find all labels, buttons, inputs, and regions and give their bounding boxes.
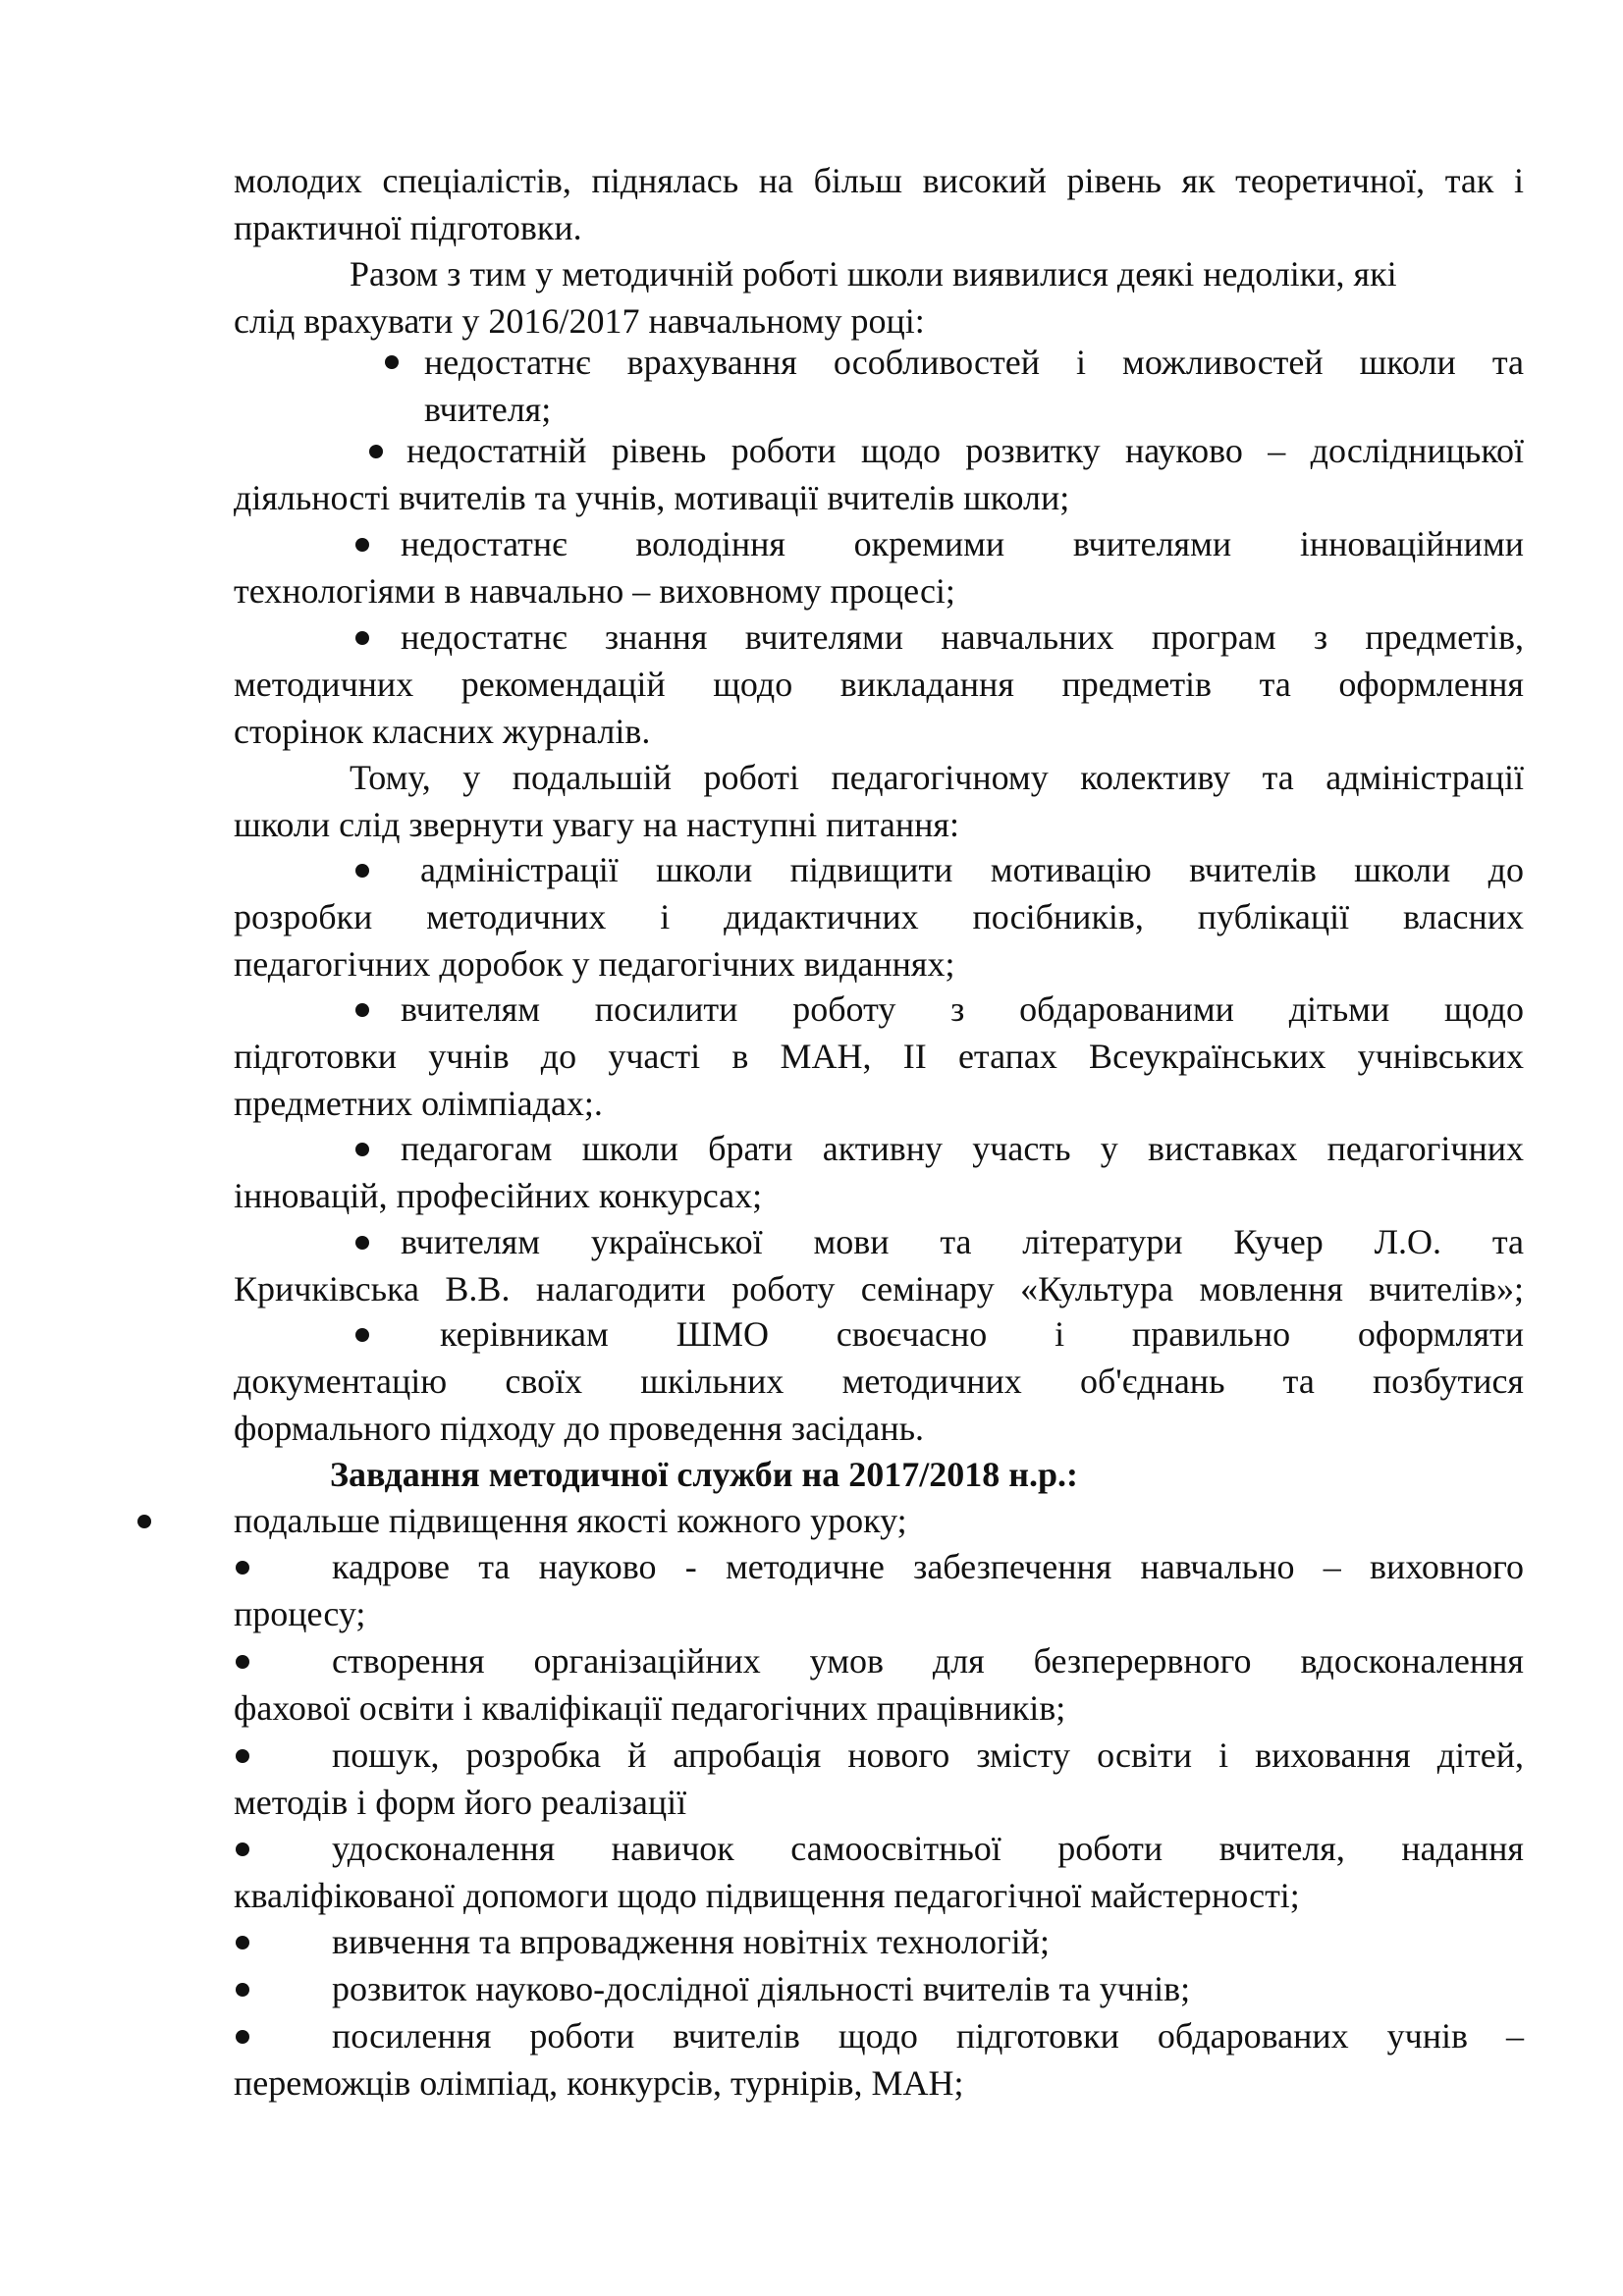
shortcomings-intro-line-2: слід врахувати у 2016/2017 навчальному році: <box>234 301 925 341</box>
tasks-heading: Завдання методичної служби на 2017/2018 н.р.: <box>330 1455 1078 1494</box>
recommendation-1-line-2: розробки методичних і дидактичних посібників, публікації власних <box>234 897 1524 936</box>
recommendation-1-line-3: педагогічних доробок у педагогічних виданнях; <box>234 944 955 984</box>
shortcoming-4-line-3: сторінок класних журналів. <box>234 712 651 751</box>
bullet-icon <box>236 1749 249 1763</box>
task-5-line-1: удосконалення навичок самоосвітньої роботи вчителя, надання <box>332 1829 1524 1868</box>
bullet-icon <box>355 538 369 552</box>
intro-line-2: практичної підготовки. <box>234 208 582 247</box>
shortcoming-2-line-2: діяльності вчителів та учнів, мотивації вчителів школи; <box>234 478 1070 517</box>
bullet-icon <box>236 1842 249 1856</box>
bullet-icon <box>355 1236 369 1250</box>
recommendations-intro-line-2: школи слід звернути увагу на наступні питання: <box>234 805 959 844</box>
shortcoming-1-line-1: недостатнє врахування особливостей і можливостей школи та <box>424 343 1524 382</box>
task-2-line-2: процесу; <box>234 1594 366 1633</box>
shortcoming-2-line-1: недостатній рівень роботи щодо розвитку науково – дослідницької <box>406 431 1524 470</box>
task-3-line-2: фахової освіти і кваліфікації педагогічних працівників; <box>234 1688 1066 1728</box>
shortcoming-4-line-1: недостатнє знання вчителями навчальних програм з предметів, <box>401 617 1524 657</box>
recommendation-5-line-3: формального підходу до проведення засідань. <box>234 1409 925 1448</box>
task-6-line-1: вивчення та впровадження новітніх технологій; <box>332 1922 1051 1961</box>
task-4-line-2: методів і форм його реалізації <box>234 1783 687 1822</box>
task-3-line-1: створення організаційних умов для безперервного вдосконалення <box>332 1641 1524 1681</box>
recommendation-3-line-1: педагогам школи брати активну участь у виставках педагогічних <box>401 1129 1524 1168</box>
bullet-icon <box>236 1561 249 1575</box>
bullet-icon <box>385 355 399 369</box>
bullet-icon <box>137 1515 151 1528</box>
recommendation-1-line-1: адміністрації школи підвищити мотивацію вчителів школи до <box>420 850 1524 889</box>
recommendation-4-line-1: вчителям української мови та літератури Кучер Л.О. та <box>401 1222 1524 1261</box>
recommendation-4-line-2: Кричківська В.В. налагодити роботу семінару «Культура мовлення вчителів»; <box>234 1269 1524 1308</box>
bullet-icon <box>355 1003 369 1017</box>
bullet-icon <box>355 1328 369 1342</box>
recommendation-5-line-2: документацію своїх шкільних методичних об'єднань та позбутися <box>234 1362 1524 1401</box>
task-4-line-1: пошук, розробка й апробація нового змісту освіти і виховання дітей, <box>332 1735 1524 1775</box>
bullet-icon <box>236 1936 249 1949</box>
task-2-line-1: кадрове та науково - методичне забезпечення навчально – виховного <box>332 1547 1524 1586</box>
shortcoming-3-line-1: недостатнє володіння окремими вчителями інноваційними <box>401 524 1524 563</box>
task-7-line-1: розвиток науково-дослідної діяльності вчителів та учнів; <box>332 1969 1191 2008</box>
task-5-line-2: кваліфікованої допомоги щодо підвищення педагогічної майстерності; <box>234 1876 1300 1915</box>
recommendation-2-line-2: підготовки учнів до участі в МАН, ІІ етапах Всеукраїнських учнівських <box>234 1037 1524 1076</box>
shortcoming-1-line-2: вчителя; <box>424 390 552 429</box>
recommendations-intro-line-1: Тому, у подальшій роботі педагогічному колективу та адміністрації <box>350 758 1524 797</box>
bullet-icon <box>236 1655 249 1669</box>
bullet-icon <box>355 631 369 645</box>
recommendation-5-line-1: керівникам ШМО своєчасно і правильно оформляти <box>440 1314 1524 1354</box>
recommendation-3-line-2: інновацій, професійних конкурсах; <box>234 1176 763 1215</box>
task-8-line-1: посилення роботи вчителів щодо підготовки обдарованих учнів – <box>332 2016 1524 2056</box>
task-8-line-2: переможців олімпіад, конкурсів, турнірів, МАН; <box>234 2063 964 2103</box>
recommendation-2-line-3: предметних олімпіадах;. <box>234 1084 603 1123</box>
bullet-icon <box>369 445 383 458</box>
recommendation-2-line-1: вчителям посилити роботу з обдарованими дітьми щодо <box>401 989 1524 1029</box>
shortcoming-3-line-2: технологіями в навчально – виховному процесі; <box>234 571 955 611</box>
shortcomings-intro-line-1: Разом з тим у методичній роботі школи виявилися деякі недоліки, які <box>350 254 1397 294</box>
bullet-icon <box>355 864 369 878</box>
task-1-line-1: подальше підвищення якості кожного уроку; <box>234 1501 907 1540</box>
intro-line-1: молодих спеціалістів, піднялась на більш високий рівень як теоретичної, так і <box>234 161 1524 200</box>
bullet-icon <box>236 1983 249 1997</box>
shortcoming-4-line-2: методичних рекомендацій щодо викладання предметів та оформлення <box>234 665 1524 704</box>
bullet-icon <box>355 1143 369 1156</box>
bullet-icon <box>236 2030 249 2044</box>
